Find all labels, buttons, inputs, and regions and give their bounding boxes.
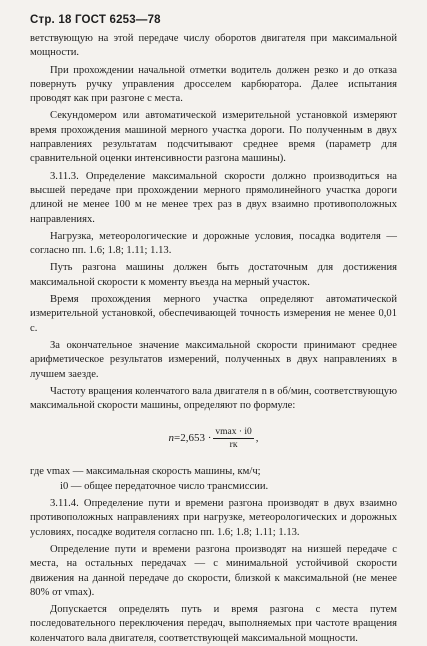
paragraph: Частоту вращения коленчатого вала двигателя n в об/мин, соответствующую максимальной скорости машины, определяют по формуле: [30, 385, 397, 412]
paragraph: Допускается определять путь и время разгона с места путем последовательного переключения передач, выполняемых при частоте вращения коленчатого вала двигателя, соответствующей максимальной мощности. [30, 604, 397, 644]
formula-fraction [213, 427, 253, 450]
legend-line: i0 — общее передаточное число трансмиссии. [60, 480, 269, 492]
paragraph: ветствующую на этой передаче числу оборотов двигателя при максимальной мощности. [30, 33, 397, 59]
paragraph: Секундомером или автоматической измерительной установкой измеряют время прохождения машиной мерного участка дороги. По полученным в двух направлениях результатам подсчитывают среднее время (параметр для сравнительной оценки интенсивности разгона машины). [30, 110, 397, 165]
formula-coefficient: 2,653 · [180, 432, 212, 445]
paragraph: Определение пути и времени разгона производят на низшей передаче с места, на остальных передачах — с минимальной устойчивой скорости движения на данной передаче до скорости, близкой к максимальной (не менее 80% от vmax). [30, 543, 397, 598]
formula-lhs: n [168, 432, 174, 445]
formula-legend [30, 465, 397, 494]
formula-denominator: rк [229, 439, 238, 450]
page-header: Стр. 18 ГОСТ 6253—78 [30, 14, 161, 26]
paragraph: Нагрузка, метеорологические и дорожные условия, посадка водителя — согласно пп. 1.6; 1.8; 1.11; 1.13. [30, 230, 397, 257]
paragraph: За окончательное значение максимальной скорости принимают среднее арифметическое результатов измерений, полученных в двух направлениях в лучшем заезде. [30, 339, 397, 380]
paragraph: При прохождении начальной отметки водитель должен резко и до отказа повернуть ручку управления дросселем карбюратора. Далее испытания проводят как при разгоне с места. [30, 64, 397, 105]
formula-tail: , [255, 432, 259, 445]
section-paragraph: 3.11.4. Определение пути и времени разгона производят в двух взаимно противоположных направлениях при нагрузке, метеорологических и дорожных условиях, посадке водителя согласно пп. 1.6; 1.8; 1.11; 1.13. [30, 498, 397, 538]
legend-line: где vmax — максимальная скорость машины, км/ч; [30, 466, 261, 478]
formula-numerator: vmax · i0 [215, 426, 252, 437]
formula [30, 419, 397, 457]
section-paragraph: 3.11.3. Определение максимальной скорости должно производиться на высшей передаче при прохождении мерного прямолинейного участка дороги длиной не менее 100 м не менее трех раз в двух взаимно противоположных направлениях. [30, 170, 397, 225]
paragraph: Путь разгона машины должен быть достаточным для достижения максимальной скорости к моменту въезда на мерный участок. [30, 262, 397, 288]
formula-equals: = [173, 432, 181, 445]
paragraph: Время прохождения мерного участка определяют автоматической измерительной установкой, обеспечивающей точность измерения не менее 0,01 с. [30, 294, 397, 334]
